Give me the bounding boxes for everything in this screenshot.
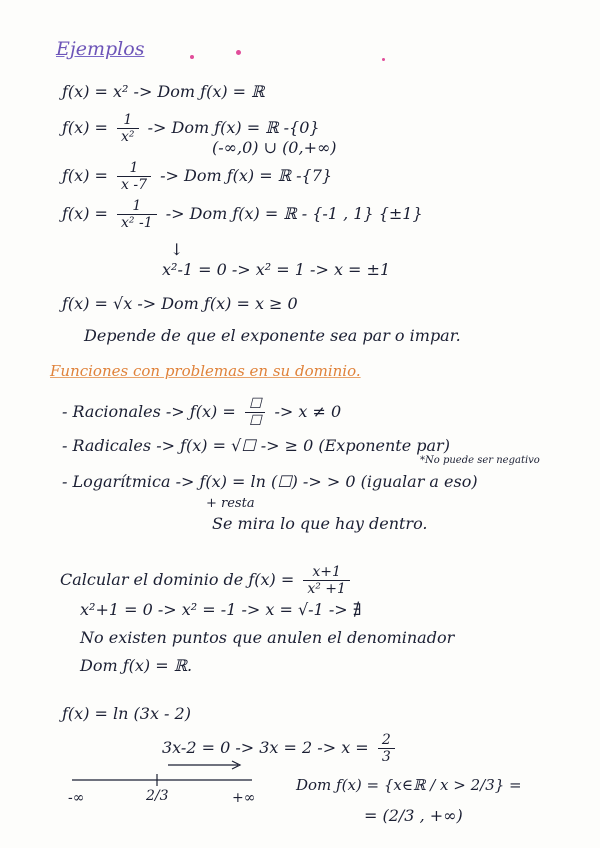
calc-step-1: x²+1 = 0 -> x² = -1 -> x = √-1 -> ∄ — [80, 600, 362, 619]
example-5-note: Depende de que el exponente sea par o impar. — [84, 326, 461, 345]
fraction-denominator: x² +1 — [307, 581, 346, 597]
example-3-lhs: ƒ(x) = — [62, 166, 108, 185]
example-2-lhs: ƒ(x) = — [62, 118, 108, 137]
fraction-denominator: x² — [121, 129, 135, 145]
fraction-numerator: 1 — [117, 112, 139, 129]
logaritmica-row: - Logarítmica -> ƒ(x) = ln (☐) -> > 0 (igualar a eso) — [62, 472, 478, 491]
fraction-denominator: x² -1 — [121, 215, 153, 231]
page-title: Ejemplos — [56, 38, 145, 60]
axis-right-label: +∞ — [232, 790, 256, 806]
fraction-denominator: ☐ — [248, 413, 262, 429]
radicales-row: - Radicales -> ƒ(x) = √☐ -> ≥ 0 (Exponente par) — [62, 436, 450, 455]
example-4-lhs: ƒ(x) = — [62, 204, 108, 223]
log-solve-lhs: 3x-2 = 0 -> 3x = 2 -> x = — [162, 738, 369, 757]
logaritmica-note-2: Se mira lo que hay dentro. — [212, 514, 428, 533]
down-arrow: ↓ — [170, 240, 184, 259]
log-example: ƒ(x) = ln (3x - 2) — [62, 704, 191, 723]
fraction-numerator: ☐ — [245, 396, 266, 413]
example-5: ƒ(x) = √x -> Dom ƒ(x) = x ≥ 0 — [62, 294, 298, 313]
example-1: ƒ(x) = x² -> Dom ƒ(x) = ℝ — [62, 82, 265, 101]
fraction-denominator: 3 — [381, 749, 391, 765]
domain-interval: = (2/3 , +∞) — [364, 806, 463, 825]
fraction-numerator: x+1 — [303, 564, 350, 581]
calc-lhs: Calcular el dominio de ƒ(x) = — [60, 570, 295, 589]
racionales-result: -> x ≠ 0 — [274, 402, 342, 421]
example-3-rhs: -> Dom ƒ(x) = ℝ -{7} — [160, 166, 333, 185]
domain-set: Dom ƒ(x) = {x∈ℝ / x > 2/3} = — [296, 776, 522, 794]
radicales-note: *No puede ser negativo — [420, 455, 540, 466]
axis-left-label: -∞ — [68, 790, 85, 806]
fraction-numerator: 1 — [117, 160, 151, 177]
example-2-interval: (-∞,0) ∪ (0,+∞) — [212, 138, 337, 157]
fraction-denominator: x -7 — [121, 177, 147, 193]
logaritmica-note: + resta — [206, 496, 255, 511]
example-4-rhs: -> Dom ƒ(x) = ℝ - {-1 , 1} {±1} — [165, 204, 423, 223]
racionales-f: ƒ(x) = — [189, 402, 236, 421]
section-title: Funciones con problemas en su dominio. — [50, 362, 361, 380]
racionales-label: - Racionales -> — [62, 402, 185, 421]
calc-step-3: Dom ƒ(x) = ℝ. — [80, 656, 193, 675]
axis-mid-label: 2/3 — [146, 788, 169, 804]
example-4-solution: x²-1 = 0 -> x² = 1 -> x = ±1 — [162, 260, 391, 279]
fraction-numerator: 1 — [117, 198, 157, 215]
fraction-numerator: 2 — [378, 732, 395, 749]
example-2-rhs: -> Dom ƒ(x) = ℝ -{0} — [147, 118, 320, 137]
calc-step-2: No existen puntos que anulen el denominador — [80, 628, 455, 647]
